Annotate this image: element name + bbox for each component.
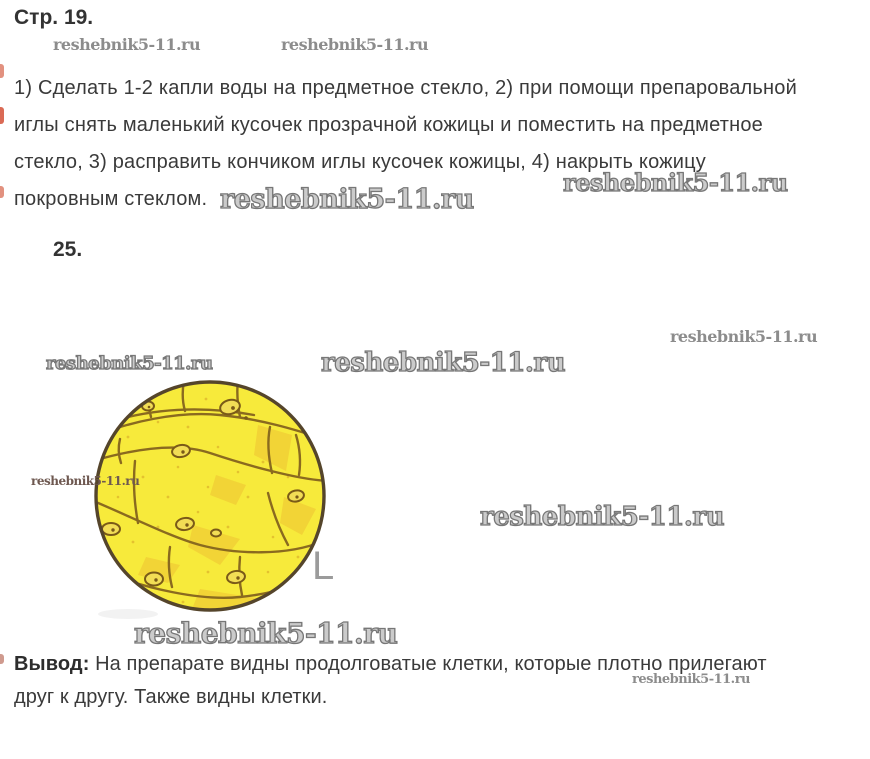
figure-stray-letter: L	[312, 544, 335, 588]
scan-edge-mark	[0, 186, 4, 198]
onion-cells-illustration	[88, 377, 335, 617]
watermark: reshebnik5-11.ru	[480, 502, 725, 532]
watermark: reshebnik5-11.ru	[46, 353, 213, 374]
exercise-number: 25.	[53, 238, 83, 261]
watermark: reshebnik5-11.ru	[220, 184, 474, 215]
watermark: reshebnik5-11.ru	[31, 474, 140, 488]
steps-line: покровным стеклом.	[14, 188, 208, 210]
page-title: Стр. 19.	[14, 6, 94, 29]
watermark: reshebnik5-11.ru	[670, 327, 818, 346]
watermark: reshebnik5-11.ru	[563, 168, 788, 197]
conclusion-line: друг к другу. Также видны клетки.	[14, 686, 328, 708]
steps-line: стекло, 3) расправить кончиком иглы кусочек кожицы, 4) накрыть кожицу	[14, 151, 706, 173]
scan-edge-mark	[0, 654, 4, 664]
watermark: reshebnik5-11.ru	[281, 35, 429, 54]
conclusion-label: Вывод:	[14, 653, 90, 675]
scan-edge-mark	[0, 64, 4, 78]
steps-line: иглы снять маленький кусочек прозрачной кожицы и поместить на предметное	[14, 114, 763, 136]
steps-line: 1) Сделать 1-2 капли воды на предметное стекло, 2) при помощи препаровальной	[14, 77, 797, 99]
watermark: reshebnik5-11.ru	[134, 617, 398, 650]
microscope-figure	[88, 377, 335, 617]
scan-edge-mark	[0, 107, 4, 124]
watermark: reshebnik5-11.ru	[321, 348, 566, 378]
conclusion-text: На препарате видны продолговатые клетки, которые плотно прилегают	[89, 653, 767, 675]
watermark: reshebnik5-11.ru	[632, 672, 751, 687]
watermark: reshebnik5-11.ru	[53, 35, 201, 54]
